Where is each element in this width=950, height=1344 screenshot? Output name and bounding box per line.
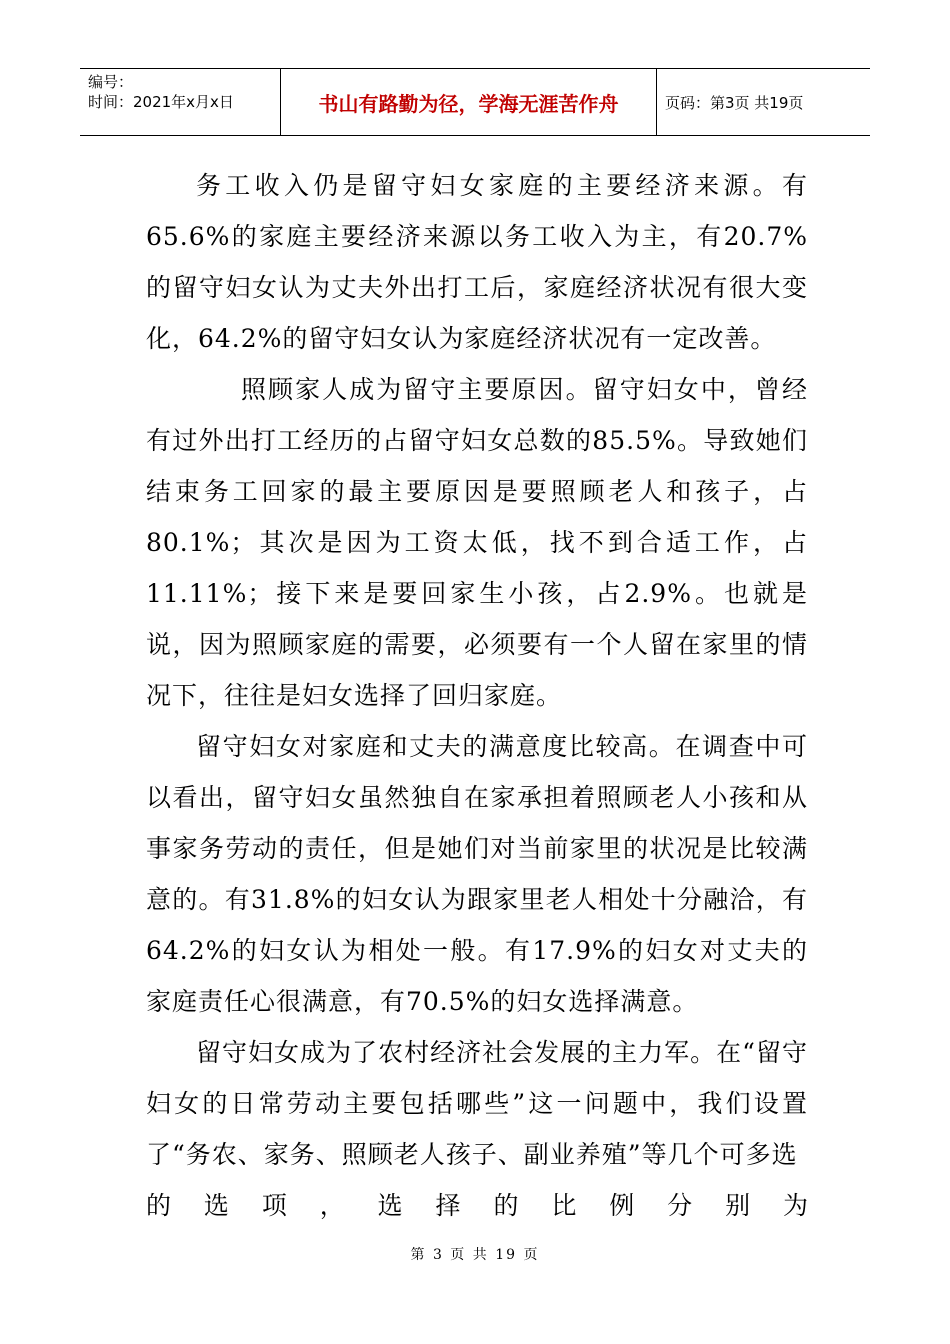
header-motto: 书山有路勤为径，学海无涯苦作舟 (281, 69, 657, 135)
document-body (146, 160, 808, 1231)
paragraph-main-force: 留守妇女成为了农村经济社会发展的主力军。在“留守妇女的日常劳动主要包括哪些”这一问题中，我们设置了“务农、家务、照顾老人孩子、副业养殖”等几个可多选 (146, 1038, 808, 1169)
page-footer: 第 3 页 共 19 页 (410, 1247, 540, 1263)
document-number-label: 编号： (88, 73, 134, 91)
header-meta (80, 69, 281, 135)
header-page-info: 页码：第3页 共19页 (665, 93, 804, 112)
paragraph-satisfaction: 留守妇女对家庭和丈夫的满意度比较高。在调查中可以看出，留守妇女虽然独自在家承担着照顾老人小孩和从事家务劳动的责任，但是她们对当前家里的状况是比较满意的。有31.8%的妇女认为跟家里老人相处十分融洽，有64.2%的妇女认为相处一般。有17.9%的妇女对丈夫的家庭责任心很满意，有70.5%的妇女选择满意。 (146, 732, 808, 1016)
paragraph-care-reason: 照顾家人成为留守主要原因。留守妇女中，曾经有过外出打工经历的占留守妇女总数的85.5%。导致她们结束务工回家的最主要原因是要照顾老人和孩子，占80.1%；其次是因为工资太低，找不到合适工作，占11.11%；接下来是要回家生小孩，占2.9%。也就是说，因为照顾家庭的需要，必须要有一个人留在家里的情况下，往往是妇女选择了回归家庭。 (146, 375, 808, 710)
paragraph-options-line: 的 选 项 ， 选 择 的 比 例 分 别 为 (146, 1191, 808, 1220)
document-time-label: 时间：2021年x月x日 (88, 93, 234, 111)
paragraph-income: 务工收入仍是留守妇女家庭的主要经济来源。有65.6%的家庭主要经济来源以务工收入为主，有20.7%的留守妇女认为丈夫外出打工后，家庭经济状况有很大变化，64.2%的留守妇女认为家庭经济状况有一定改善。 (146, 171, 808, 353)
page-header (80, 68, 870, 136)
